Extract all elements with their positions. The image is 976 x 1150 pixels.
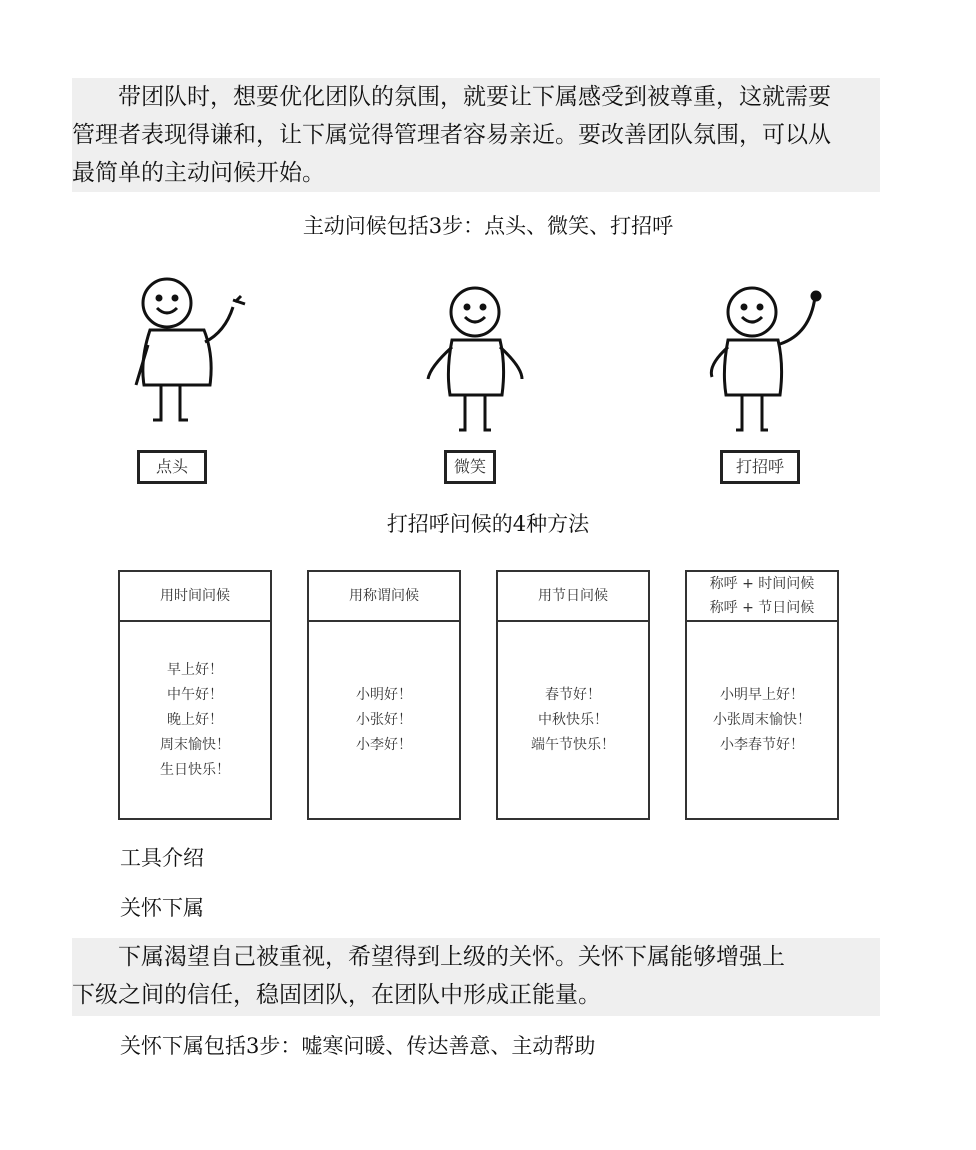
card-item: 生日快乐！ — [160, 761, 230, 778]
card-item: 中秋快乐！ — [538, 711, 608, 728]
method-card-combined — [685, 570, 839, 820]
intro-paragraph — [72, 78, 880, 192]
card-item: 小张好！ — [356, 711, 412, 728]
care-steps: 关怀下属包括3步：嘘寒问暖、传达善意、主动帮助 — [120, 1034, 596, 1058]
stick-figure-smile-icon — [420, 282, 560, 442]
card-item: 小明早上好！ — [720, 686, 804, 703]
label-greet: 打招呼 — [720, 450, 800, 484]
stick-figure-greet-icon — [700, 282, 840, 442]
method-card-holiday — [496, 570, 650, 820]
card-item: 春节好！ — [545, 686, 601, 703]
card-item: 端午节快乐！ — [531, 736, 615, 753]
method-card-title — [307, 570, 461, 820]
line: 下级之间的信任，稳固团队，在团队中形成正能量。 — [72, 982, 601, 1008]
tool-heading: 工具介绍 — [120, 846, 204, 870]
card-item: 小李春节好！ — [720, 736, 804, 753]
card-item: 小张周末愉快！ — [713, 711, 811, 728]
line: 带团队时，想要优化团队的氛围，就要让下属感受到被尊重，这就需要 — [72, 84, 831, 110]
method-card-time — [118, 570, 272, 820]
stick-figure-nod-icon — [125, 270, 265, 430]
line: 管理者表现得谦和，让下属觉得管理者容易亲近。要改善团队氛围，可以从 — [72, 122, 831, 148]
greeting-steps-title: 主动问候包括3步：点头、微笑、打招呼 — [302, 214, 674, 238]
methods-title: 打招呼问候的4种方法 — [386, 512, 590, 536]
line: 下属渴望自己被重视，希望得到上级的关怀。关怀下属能够增强上 — [72, 944, 785, 970]
card-item: 小李好！ — [356, 736, 412, 753]
card-item: 小明好！ — [356, 686, 412, 703]
card-item: 中午好！ — [167, 686, 223, 703]
label-smile: 微笑 — [444, 450, 496, 484]
card-item: 周末愉快！ — [160, 736, 230, 753]
card-header: 用时间问候 — [160, 588, 230, 604]
card-item: 晚上好！ — [167, 711, 223, 728]
card-item: 早上好！ — [167, 661, 223, 678]
card-header: 称呼 + 节日问候 — [709, 600, 815, 616]
card-header: 用节日问候 — [538, 588, 608, 604]
card-header: 称呼 + 时间问候 — [709, 576, 815, 592]
label-nod: 点头 — [137, 450, 207, 484]
care-paragraph — [72, 938, 880, 1016]
care-heading: 关怀下属 — [120, 896, 204, 920]
card-header: 用称谓问候 — [349, 588, 419, 604]
line: 最简单的主动问候开始。 — [72, 160, 325, 186]
